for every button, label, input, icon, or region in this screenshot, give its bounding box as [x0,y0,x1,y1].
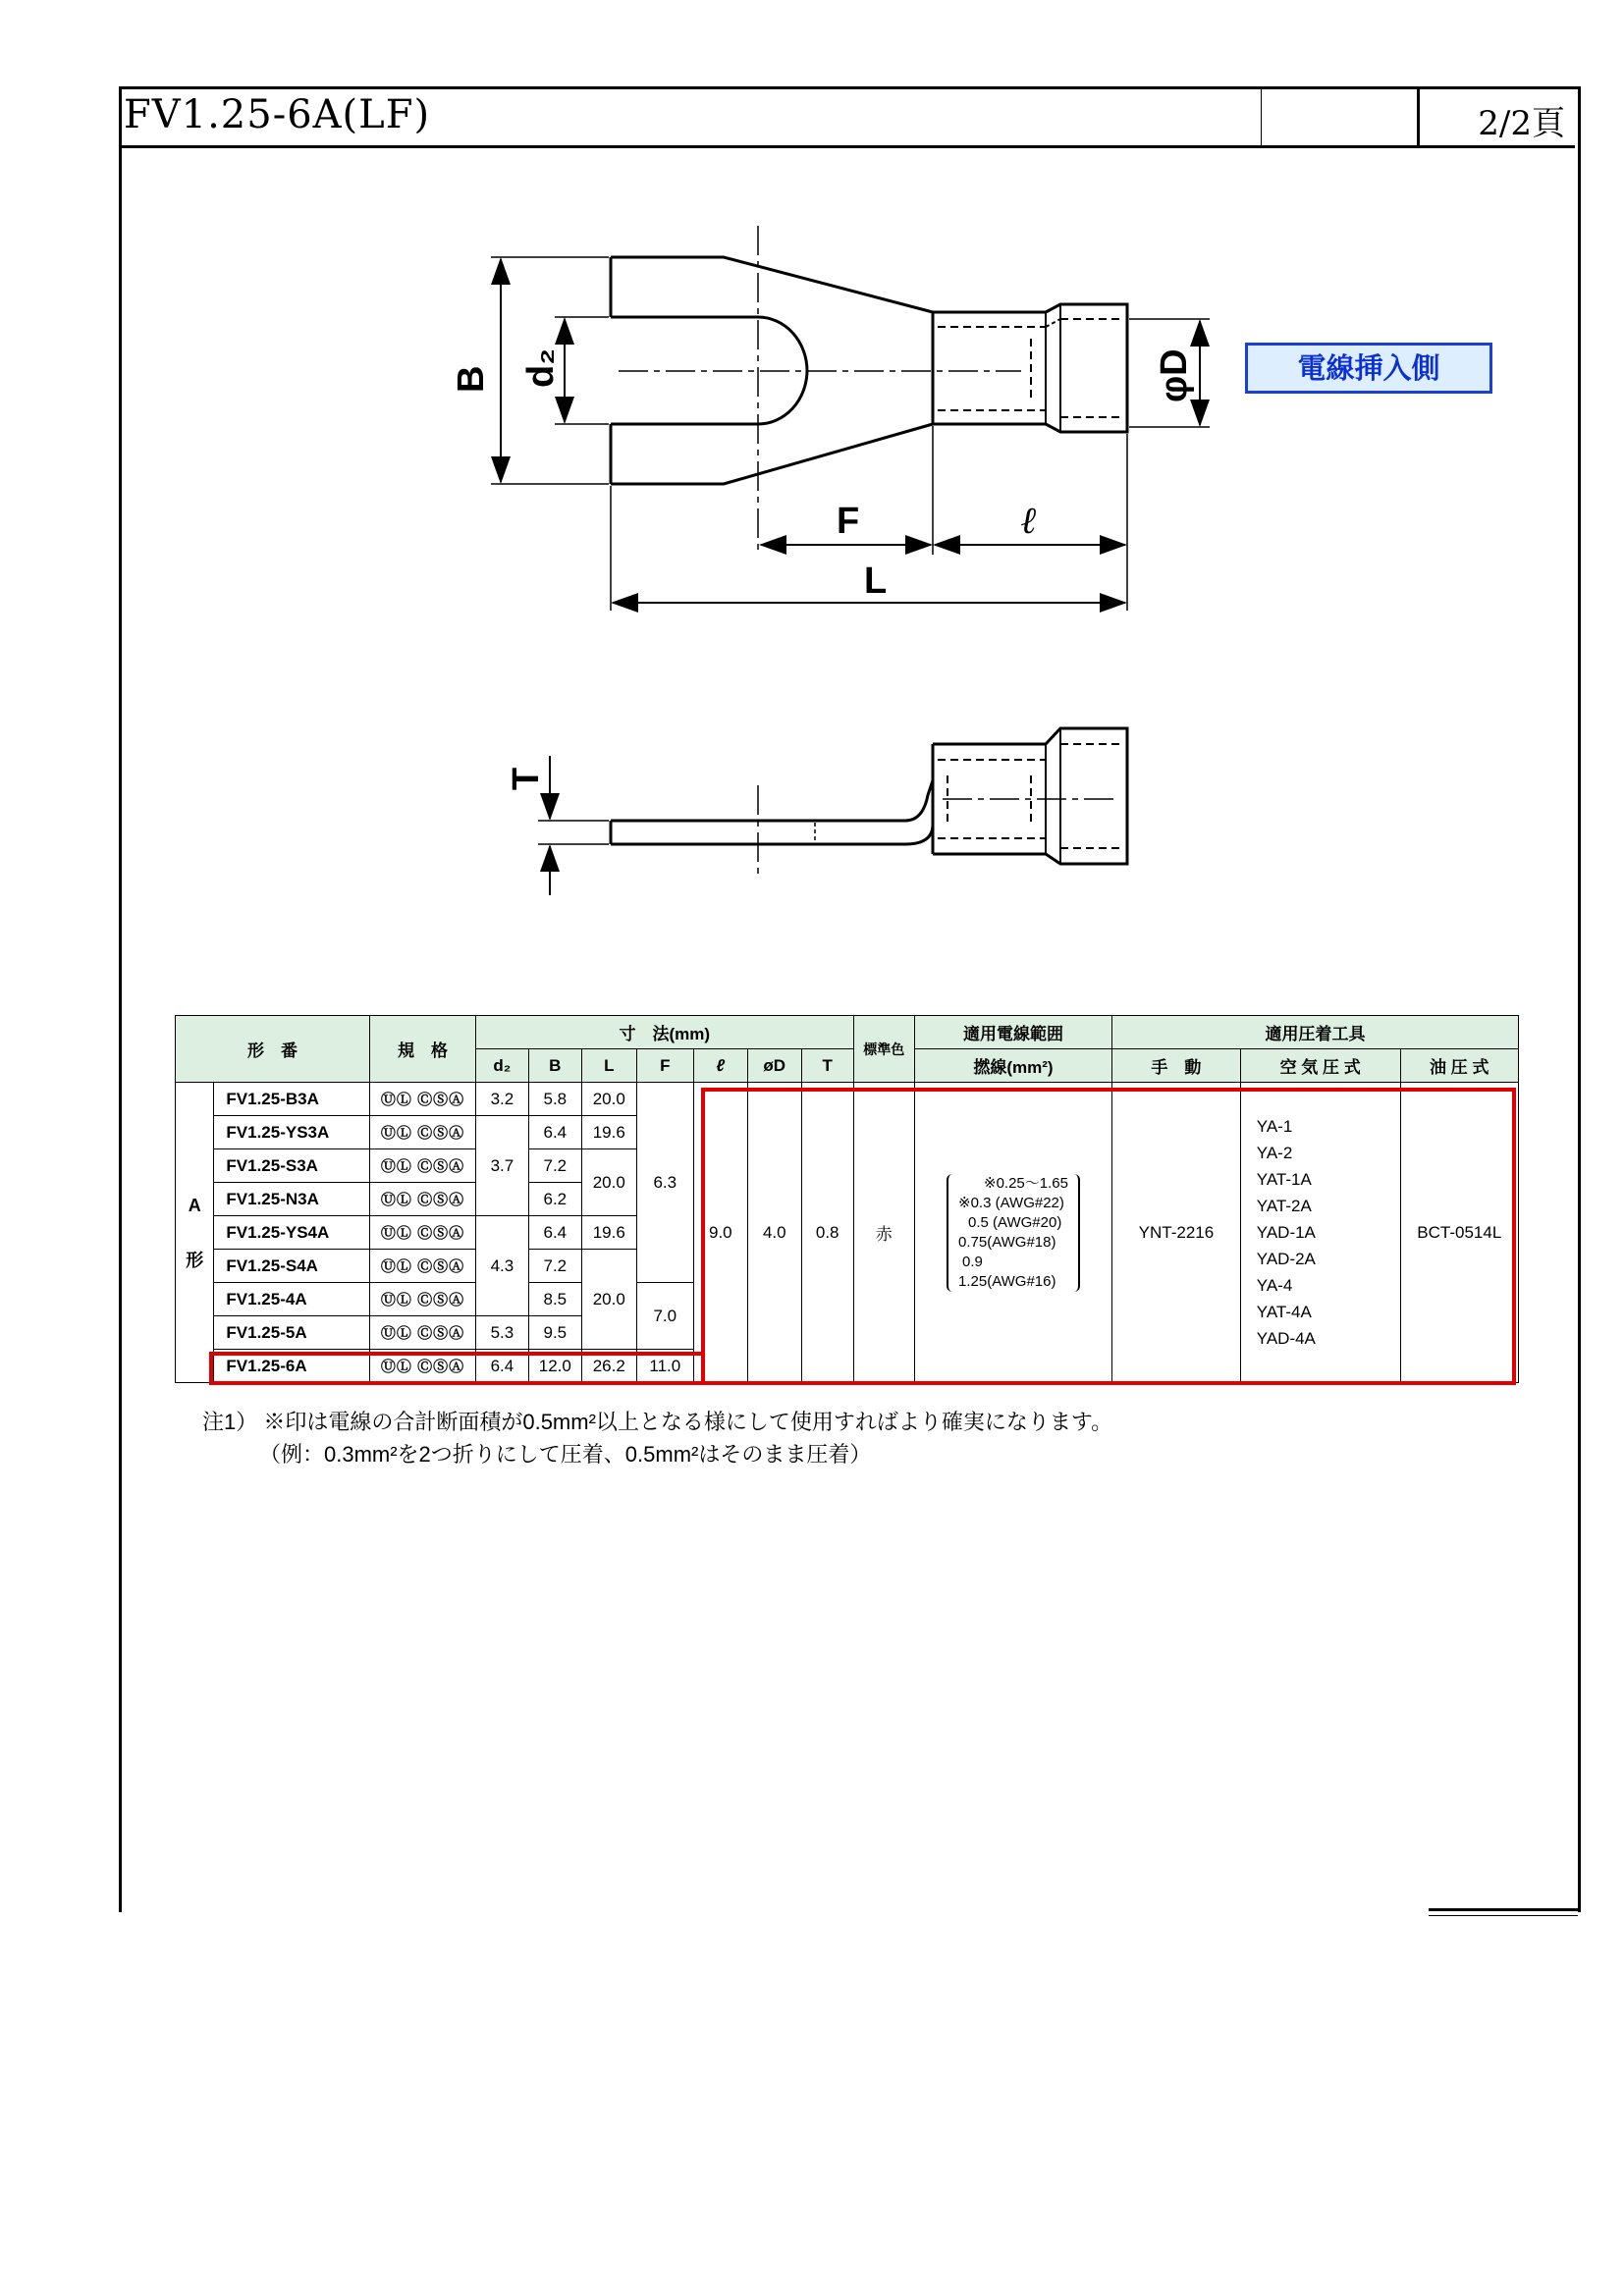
cell-d2: 5.3 [475,1316,528,1350]
tool-item: YA-4 [1256,1276,1293,1295]
dim-label-T: T [506,767,547,790]
header-hydraulic: 油 圧 式 [1400,1049,1518,1083]
cell-B: 8.5 [528,1283,581,1316]
cert-mark: ⓊⓁ ⒸⓈⒶ [370,1316,476,1350]
tool-item: YA-1 [1256,1117,1293,1136]
wire-range-item: 0.5 (AWG#20) [968,1213,1062,1231]
dim-label-phiD: φD [1154,348,1195,402]
notes [202,1406,1112,1470]
model-name: FV1.25-6A [214,1350,370,1383]
header-phiD: øD [747,1049,801,1083]
header-F: F [636,1049,693,1083]
cert-mark: ⓊⓁ ⒸⓈⒶ [370,1283,476,1316]
cell-B: 6.4 [528,1116,581,1149]
tool-item: YAD-4A [1256,1329,1316,1348]
header-color: 標準色 [853,1016,914,1083]
cell-d2: 3.2 [475,1083,528,1116]
cell-L: 20.0 [581,1083,636,1116]
type-label-a: A [188,1195,201,1215]
tool-item: YAT-4A [1256,1303,1312,1321]
wire-range-item: 1.25(AWG#16) [958,1272,1056,1290]
cert-mark: ⓊⓁ ⒸⓈⒶ [370,1083,476,1116]
cell-T: 0.8 [801,1083,853,1383]
tool-item: YAD-2A [1256,1250,1316,1268]
cell-B: 7.2 [528,1250,581,1283]
page-bottom-margin [116,1912,1584,2296]
dim-label-L: L [864,561,888,602]
cell-F: 11.0 [636,1350,693,1383]
cell-d2: 6.4 [475,1350,528,1383]
cert-mark: ⓊⓁ ⒸⓈⒶ [370,1183,476,1216]
dim-label-d2: d₂ [520,347,562,388]
cell-hydraulic-tool: BCT-0514L [1400,1083,1518,1383]
model-name: FV1.25-4A [214,1283,370,1316]
header-model: 形 番 [176,1016,370,1083]
wire-range-item: ※0.3 (AWG#22) [958,1194,1064,1211]
cell-B: 12.0 [528,1350,581,1383]
cell-phiD: 4.0 [747,1083,801,1383]
model-name: FV1.25-N3A [214,1183,370,1216]
top-view-drawing [491,226,1210,611]
cell-F: 7.0 [636,1283,693,1350]
cell-L: 19.6 [581,1216,636,1250]
tool-item: YAT-2A [1256,1197,1312,1215]
tool-item: YA-2 [1256,1144,1293,1162]
cell-L: 20.0 [581,1149,636,1216]
wire-range-item: 0.9 [962,1253,983,1270]
cert-mark: ⓊⓁ ⒸⓈⒶ [370,1350,476,1383]
header-B: B [528,1049,581,1083]
cell-ell: 9.0 [693,1083,747,1383]
header-T: T [801,1049,853,1083]
tool-item: YAD-1A [1256,1223,1316,1242]
dim-label-F: F [837,501,860,542]
header-pneumatic: 空 気 圧 式 [1240,1049,1400,1083]
cell-B: 7.2 [528,1149,581,1183]
model-name: FV1.25-S3A [214,1149,370,1183]
cell-F: 6.3 [636,1083,693,1283]
side-view-drawing [538,728,1127,895]
cert-mark: ⓊⓁ ⒸⓈⒶ [370,1116,476,1149]
model-name: FV1.25-YS3A [214,1116,370,1149]
cell-L: 20.0 [581,1250,636,1350]
document-title: FV1.25-6A(LF) [124,92,431,137]
header-tools: 適用圧着工具 [1112,1016,1519,1049]
dim-label-B: B [451,365,492,393]
cell-d2: 4.3 [475,1216,528,1316]
cell-B: 5.8 [528,1083,581,1116]
cell-d2: 3.7 [475,1116,528,1216]
wire-insertion-side-badge: 電線挿入側 [1245,343,1492,394]
header-wire-range: 適用電線範囲 [914,1016,1111,1049]
cell-manual-tool: YNT-2216 [1112,1083,1241,1383]
spec-table [175,1015,1519,1383]
note-2: （例：0.3mm²を2つ折りにして圧着、0.5mm²はそのまま圧着） [259,1442,872,1467]
header-d2: d₂ [475,1049,528,1083]
page-number: 2/2頁 [1478,104,1565,143]
header-standard: 規 格 [370,1016,476,1083]
cell-pneumatic-tools [1240,1083,1400,1383]
header-dimensions: 寸 法(mm) [475,1016,853,1049]
tool-item: YAT-1A [1256,1170,1312,1189]
cell-L: 19.6 [581,1116,636,1149]
cert-mark: ⓊⓁ ⒸⓈⒶ [370,1216,476,1250]
type-label-kata: 形 [186,1250,204,1270]
header-stranded: 撚線(mm²) [914,1049,1111,1083]
dim-label-ell: ℓ [1021,498,1038,542]
header-ell: ℓ [693,1049,747,1083]
cell-wire-range [914,1083,1111,1383]
terminal-drawings [0,0,1624,1011]
cell-B: 6.4 [528,1216,581,1250]
table-row [176,1083,1519,1116]
model-name: FV1.25-5A [214,1316,370,1350]
cert-mark: ⓊⓁ ⒸⓈⒶ [370,1250,476,1283]
cell-color: 赤 [853,1083,914,1383]
type-label [176,1083,214,1383]
cell-B: 6.2 [528,1183,581,1216]
wire-range-item: 0.75(AWG#18) [958,1233,1056,1251]
model-name: FV1.25-B3A [214,1083,370,1116]
model-name: FV1.25-YS4A [214,1216,370,1250]
cell-L: 26.2 [581,1350,636,1383]
wire-range-item: ※0.25～1.65 [984,1174,1068,1192]
header-manual: 手 動 [1112,1049,1241,1083]
model-name: FV1.25-S4A [214,1250,370,1283]
header-L: L [581,1049,636,1083]
cell-B: 9.5 [528,1316,581,1350]
cert-mark: ⓊⓁ ⒸⓈⒶ [370,1149,476,1183]
note-1: 注1） ※印は電線の合計断面積が0.5mm²以上となる様にして使用すればより確実になります。 [202,1410,1113,1434]
frame-bottom-mark [1429,1908,1578,1916]
